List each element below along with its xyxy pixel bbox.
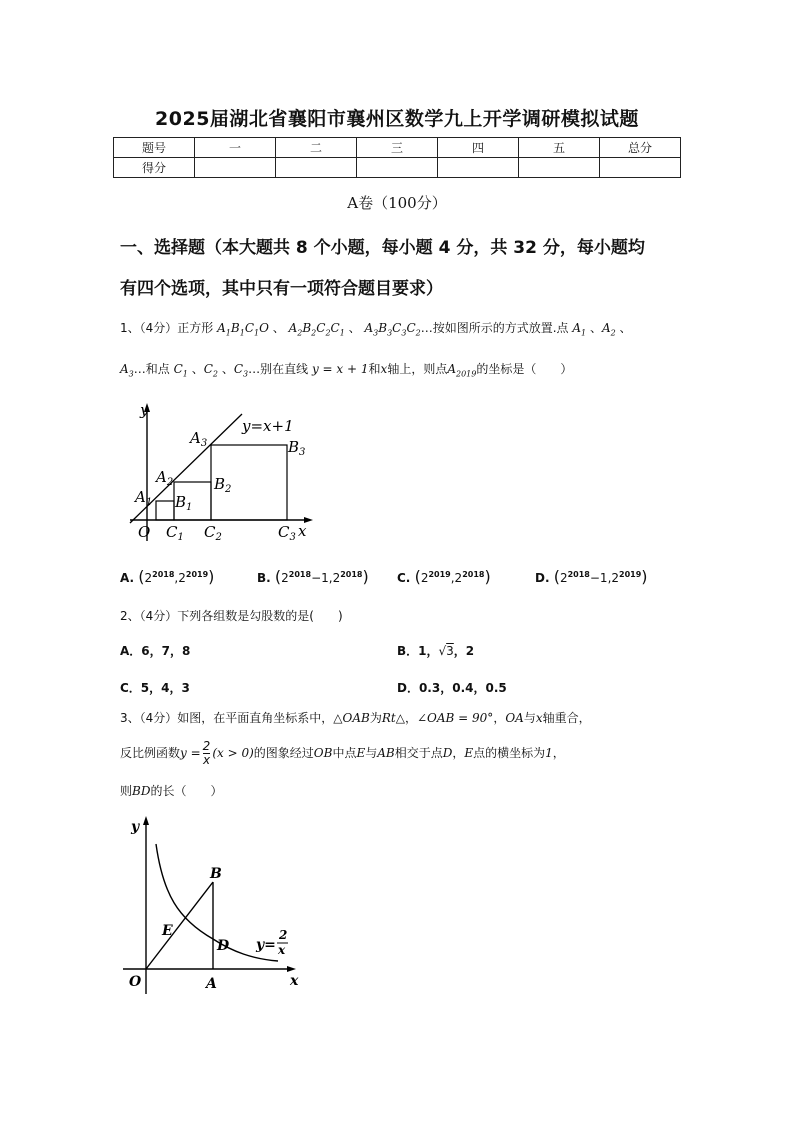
q1-math: $A_3B_3C_3C_2$ [364, 321, 421, 338]
q3-figure [118, 814, 318, 999]
q3-text: ， [552, 746, 565, 760]
q3-math: E [356, 746, 366, 760]
x-axis-arrow [287, 966, 296, 972]
q3-math: Rt△ [381, 711, 405, 725]
a2-label: $A_2$ [156, 468, 174, 488]
q3-text: ， [452, 746, 465, 760]
point-b-label: B [210, 866, 222, 882]
q3-math: OB [313, 746, 333, 760]
option-text: 2 [454, 571, 463, 585]
point-a-label: A [206, 976, 217, 992]
q3-text: 与 [365, 746, 378, 760]
q3-math: (x > 0) [212, 746, 254, 760]
b2-label: $B_2$ [214, 475, 232, 495]
c1-label: $C_1$ [166, 523, 184, 543]
q3-fraction: $\frac{2}{x}$ [202, 739, 211, 767]
q3-text: 的长（ ） [150, 784, 223, 798]
option-label: A. [120, 571, 135, 585]
option-text: 2 [559, 571, 568, 585]
q1-text: 正方形 [177, 321, 214, 335]
q3-text: 与 [523, 711, 536, 725]
q1-text: …按如图所示的方式放置.点 [420, 321, 569, 335]
option-text: 2019 [619, 570, 642, 579]
q1-option-d[interactable]: D. $(2^{2018}-1,2^{2019})$ [535, 567, 648, 586]
q3-text: 轴重合， [542, 711, 591, 725]
q3-text: 相交于点 [394, 746, 443, 760]
q3-math: 1 [545, 746, 553, 760]
q2-option-b[interactable]: B．1，√3，2 [397, 644, 475, 658]
a1-label: $A_1$ [135, 488, 153, 508]
option-text: 2018 [462, 570, 485, 579]
line-label: y=x+1 [242, 417, 294, 435]
score-input-cell[interactable] [357, 158, 438, 178]
q2-stem: 2、（4分）下列各组数是勾股数的是( ) [120, 609, 343, 623]
section-a-heading: A卷（100分） [347, 194, 447, 212]
y-label: y [140, 401, 149, 419]
score-table-score-row [114, 158, 681, 178]
q1-option-c[interactable]: C. $(2^{2019},2^{2018})$ [397, 567, 491, 586]
option-text: 2 [332, 571, 341, 585]
score-input-cell[interactable] [519, 158, 600, 178]
b3-label: $B_3$ [288, 438, 306, 458]
q2-option-c[interactable]: C．5，4，3 [120, 681, 190, 695]
option-label: B. [257, 571, 271, 585]
q3-text: 为 [369, 711, 382, 725]
option-label: C. [397, 571, 411, 585]
score-table-cell: 题号 [114, 138, 195, 158]
q1-math: $A_1B_1C_1O$ [217, 321, 269, 338]
q3-text: 反比例函数 [120, 746, 181, 760]
q2-option-d[interactable]: D．0.3，0.4，0.5 [397, 681, 507, 695]
y-label: y [131, 819, 140, 835]
q1-math: $A_{2019}$ [447, 362, 477, 379]
option-text: 2018 [340, 570, 363, 579]
option-text: 2 [420, 571, 429, 585]
q3-math: BD [132, 784, 151, 798]
q3-math: ∠OAB = 90° [416, 711, 494, 725]
q1-math: $C_3$ [233, 362, 249, 379]
option-text: 2018 [152, 570, 175, 579]
option-text: 2018 [288, 570, 312, 579]
score-table-cell: 五 [519, 138, 600, 158]
option-text: 2 [178, 571, 186, 585]
q1-text: 和 [368, 362, 381, 376]
q1-text: 轴上，则点 [387, 362, 448, 376]
q1-math: $A_2$ [601, 321, 616, 338]
square-1 [156, 501, 174, 520]
q1-line1: 1、（4分）正方形 $A_1B_1C_1O$ 、 $A_2B_2C_2C_1$ 、 $A_3B_3C_3C_2\dots$按如图所示的方式放置.点 $A_1$ 、$A_2$ 、 [120, 321, 632, 338]
sqrt-value: 3 [446, 644, 454, 658]
a3-label: $A_3$ [190, 429, 208, 449]
option-text: 2018 [567, 570, 590, 579]
score-input-cell[interactable] [438, 158, 519, 178]
score-input-cell[interactable] [276, 158, 357, 178]
q1-figure [120, 398, 320, 543]
q3-text: ， [493, 711, 506, 725]
q1-text: …和点 [133, 362, 170, 376]
q3-math: x [535, 711, 543, 725]
q3-text: 点的横坐标为 [473, 746, 546, 760]
q3-line3 [120, 782, 690, 799]
q3-text: ， [404, 711, 417, 725]
x-label: x [290, 973, 299, 989]
curve-label-denominator: x [278, 943, 286, 957]
q3-text: 3、（4分）如图，在平面直角坐标系中， [120, 711, 334, 725]
page-title: 2025届湖北省襄阳市襄州区数学九上开学调研模拟试题 [155, 108, 639, 130]
point-e-label: E [162, 923, 173, 939]
score-table-cell: 四 [438, 138, 519, 158]
origin-label: O [129, 974, 142, 990]
score-table-header-row [114, 138, 681, 158]
section1-heading-line1: 一、选择题（本大题共 8 个小题，每小题 4 分，共 32 分，每小题均 [120, 238, 645, 258]
q1-math: $A_2B_2C_2C_1$ [288, 321, 345, 338]
q3-math: AB [377, 746, 395, 760]
q3-math: OA [505, 711, 524, 725]
score-input-cell[interactable] [195, 158, 276, 178]
q1-text: 的坐标是（ ） [476, 362, 573, 376]
q1-number: 1、（4分） [120, 321, 178, 335]
segment-ob [146, 882, 213, 969]
c3-label: $C_3$ [278, 523, 296, 543]
score-input-cell[interactable] [600, 158, 681, 178]
q1-math: $A_3$ [120, 362, 134, 379]
option-text: 2019 [428, 570, 451, 579]
q3-math: D [442, 746, 453, 760]
score-row-label: 得分 [114, 158, 195, 178]
q3-line1 [120, 709, 690, 726]
option-text: −1, [311, 571, 333, 585]
q1-option-b[interactable]: B. $(2^{2018}-1,2^{2018})$ [257, 567, 369, 586]
q3-math: E [464, 746, 474, 760]
q1-math: y = x + 1 [311, 362, 369, 376]
q3-text: 则 [120, 784, 133, 798]
score-table [113, 137, 681, 178]
q1-math: $C_1$ [173, 362, 188, 379]
score-table-cell: 二 [276, 138, 357, 158]
option-text: 2 [611, 571, 620, 585]
q1-math: $A_1$ [572, 321, 587, 338]
origin-label: O [138, 523, 151, 541]
q2-option-a[interactable]: A．6，7，8 [120, 644, 191, 658]
curve-label: y= [256, 937, 276, 953]
point-d-label: D [217, 938, 230, 954]
q3-text: 的图象经过 [253, 746, 314, 760]
score-table-cell: 总分 [600, 138, 681, 158]
q1-line2: $A_3\dots$和点 $C_1$ 、$C_2$ 、$C_3\dots$别在直线 y = x + 1和x轴上，则点$A_{2019}$的坐标是（ ） [120, 362, 573, 379]
option-text: 2019 [185, 570, 209, 579]
section1-heading-line2: 有四个选项，其中只有一项符合题目要求） [120, 279, 443, 299]
curve-label-numerator: 2 [279, 928, 288, 942]
q3-math: y = [180, 746, 201, 760]
q1-math: $C_2$ [203, 362, 218, 379]
option-text: ，2 [453, 644, 475, 658]
y-axis-arrow [143, 816, 149, 825]
option-text: 2 [144, 571, 153, 585]
option-text: −1, [589, 571, 612, 585]
q3-text: 中点 [332, 746, 357, 760]
option-label: D. [535, 571, 550, 585]
option-text: B．1， [397, 644, 439, 658]
b1-label: $B_1$ [175, 493, 193, 513]
q3-math: △OAB [333, 711, 370, 725]
score-table-cell: 三 [357, 138, 438, 158]
q1-math: x [380, 362, 388, 376]
score-table-cell: 一 [195, 138, 276, 158]
x-label: x [298, 522, 307, 540]
q3-line2 [120, 740, 690, 776]
option-text: 2 [281, 571, 289, 585]
q1-option-a[interactable]: A. $(2^{2018},2^{2019})$ [120, 567, 215, 586]
q1-text: …别在直线 [248, 362, 309, 376]
c2-label: $C_2$ [204, 523, 222, 543]
